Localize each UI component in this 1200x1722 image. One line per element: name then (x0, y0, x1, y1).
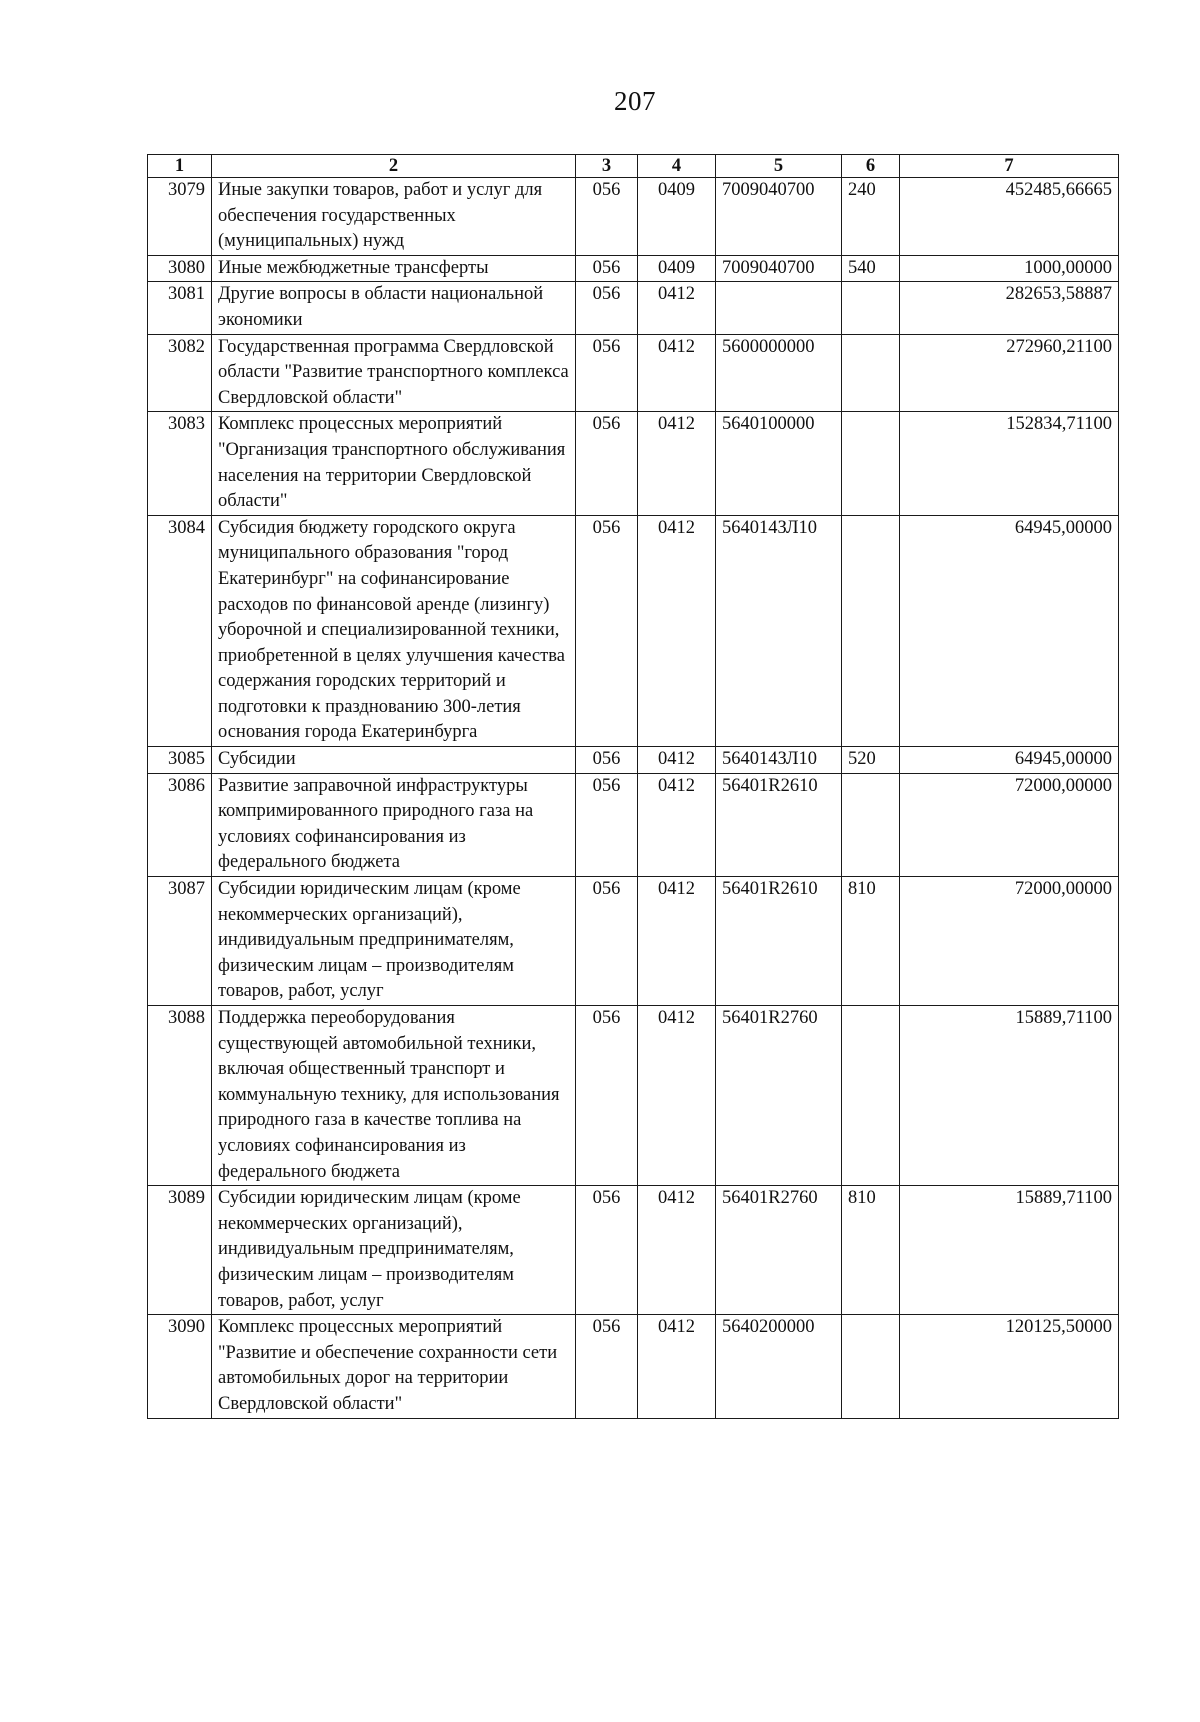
page-number: 207 (614, 86, 656, 116)
row-amount-cell: 64945,00000 (900, 515, 1119, 746)
row-expense-type-cell (842, 282, 900, 334)
column-header-7: 7 (900, 155, 1119, 178)
row-name-cell: Другие вопросы в области национальной экономики (212, 282, 576, 334)
row-target-code-cell: 5640100000 (716, 412, 842, 515)
row-section-code-cell: 0412 (638, 877, 716, 1006)
row-name-cell: Государственная программа Свердловской области "Развитие транспортного комплекса Свердловской области" (212, 334, 576, 412)
row-target-code-cell: 7009040700 (716, 178, 842, 256)
row-ministry-code-cell: 056 (576, 412, 638, 515)
row-ministry-code-cell: 056 (576, 178, 638, 256)
row-name-cell: Иные закупки товаров, работ и услуг для обеспечения государственных (муниципальных) нужд (212, 178, 576, 256)
column-header-2: 2 (212, 155, 576, 178)
row-section-code-cell: 0412 (638, 773, 716, 876)
row-section-code-cell: 0412 (638, 282, 716, 334)
row-amount-cell: 272960,21100 (900, 334, 1119, 412)
table-row (148, 255, 1119, 282)
row-ministry-code-cell: 056 (576, 747, 638, 774)
row-expense-type-cell (842, 1315, 900, 1418)
row-ministry-code-cell: 056 (576, 1006, 638, 1186)
table-body (148, 178, 1119, 1419)
row-target-code-cell: 7009040700 (716, 255, 842, 282)
table-row (148, 773, 1119, 876)
row-section-code-cell: 0412 (638, 1006, 716, 1186)
row-number-cell: 3079 (148, 178, 212, 256)
row-amount-cell: 452485,66665 (900, 178, 1119, 256)
row-ministry-code-cell: 056 (576, 877, 638, 1006)
row-expense-type-cell: 520 (842, 747, 900, 774)
row-ministry-code-cell: 056 (576, 334, 638, 412)
row-section-code-cell: 0412 (638, 334, 716, 412)
row-name-cell: Развитие заправочной инфраструктуры компримированного природного газа на условиях софинансирования из федерального бюджета (212, 773, 576, 876)
row-expense-type-cell: 240 (842, 178, 900, 256)
row-expense-type-cell (842, 1006, 900, 1186)
column-header-4: 4 (638, 155, 716, 178)
budget-table (147, 154, 1119, 1419)
row-amount-cell: 15889,71100 (900, 1006, 1119, 1186)
row-target-code-cell: 56401R2760 (716, 1006, 842, 1186)
row-target-code-cell: 564014ЗЛ10 (716, 747, 842, 774)
row-expense-type-cell (842, 515, 900, 746)
table-row (148, 877, 1119, 1006)
row-amount-cell: 15889,71100 (900, 1186, 1119, 1315)
row-ministry-code-cell: 056 (576, 1315, 638, 1418)
row-target-code-cell: 56401R2760 (716, 1186, 842, 1315)
row-expense-type-cell (842, 334, 900, 412)
row-target-code-cell: 5600000000 (716, 334, 842, 412)
table-row (148, 178, 1119, 256)
row-expense-type-cell: 810 (842, 1186, 900, 1315)
row-expense-type-cell (842, 773, 900, 876)
row-section-code-cell: 0412 (638, 1186, 716, 1315)
row-expense-type-cell: 810 (842, 877, 900, 1006)
row-number-cell: 3082 (148, 334, 212, 412)
row-number-cell: 3083 (148, 412, 212, 515)
column-header-6: 6 (842, 155, 900, 178)
row-target-code-cell: 56401R2610 (716, 773, 842, 876)
row-expense-type-cell: 540 (842, 255, 900, 282)
row-expense-type-cell (842, 412, 900, 515)
row-section-code-cell: 0412 (638, 747, 716, 774)
row-amount-cell: 1000,00000 (900, 255, 1119, 282)
row-amount-cell: 120125,50000 (900, 1315, 1119, 1418)
row-number-cell: 3087 (148, 877, 212, 1006)
row-number-cell: 3088 (148, 1006, 212, 1186)
table-header-row (148, 155, 1119, 178)
row-ministry-code-cell: 056 (576, 773, 638, 876)
row-amount-cell: 72000,00000 (900, 773, 1119, 876)
row-number-cell: 3086 (148, 773, 212, 876)
row-section-code-cell: 0412 (638, 515, 716, 746)
row-number-cell: 3089 (148, 1186, 212, 1315)
table-row (148, 1315, 1119, 1418)
row-number-cell: 3085 (148, 747, 212, 774)
row-amount-cell: 72000,00000 (900, 877, 1119, 1006)
row-name-cell: Комплекс процессных мероприятий "Развитие и обеспечение сохранности сети автомобильных дорог на территории Свердловской области" (212, 1315, 576, 1418)
row-ministry-code-cell: 056 (576, 1186, 638, 1315)
row-number-cell: 3084 (148, 515, 212, 746)
row-name-cell: Поддержка переоборудования существующей автомобильной техники, включая общественный транспорт и коммунальную технику, для использования природного газа в качестве топлива на условиях софинансирования из федерального бюджета (212, 1006, 576, 1186)
row-number-cell: 3080 (148, 255, 212, 282)
row-amount-cell: 282653,58887 (900, 282, 1119, 334)
table-row (148, 1186, 1119, 1315)
row-ministry-code-cell: 056 (576, 255, 638, 282)
row-amount-cell: 152834,71100 (900, 412, 1119, 515)
row-name-cell: Субсидия бюджету городского округа муниципального образования "город Екатеринбург" на софинансирование расходов по финансовой аренде (лизингу) уборочной и специализированной техники, приобретенной в целях улучшения качества содержания городских территорий и подготовки к празднованию 300-летия основания города Екатеринбурга (212, 515, 576, 746)
row-ministry-code-cell: 056 (576, 515, 638, 746)
row-target-code-cell (716, 282, 842, 334)
row-name-cell: Субсидии юридическим лицам (кроме некоммерческих организаций), индивидуальным предпринимателям, физическим лицам – производителям товаров, работ, услуг (212, 1186, 576, 1315)
row-number-cell: 3090 (148, 1315, 212, 1418)
row-ministry-code-cell: 056 (576, 282, 638, 334)
row-amount-cell: 64945,00000 (900, 747, 1119, 774)
row-name-cell: Комплекс процессных мероприятий "Организация транспортного обслуживания населения на территории Свердловской области" (212, 412, 576, 515)
row-section-code-cell: 0412 (638, 1315, 716, 1418)
column-header-5: 5 (716, 155, 842, 178)
table-row (148, 1006, 1119, 1186)
column-header-3: 3 (576, 155, 638, 178)
row-target-code-cell: 5640200000 (716, 1315, 842, 1418)
row-number-cell: 3081 (148, 282, 212, 334)
row-section-code-cell: 0412 (638, 412, 716, 515)
table-row (148, 747, 1119, 774)
row-target-code-cell: 564014ЗЛ10 (716, 515, 842, 746)
row-name-cell: Субсидии юридическим лицам (кроме некоммерческих организаций), индивидуальным предпринимателям, физическим лицам – производителям товаров, работ, услуг (212, 877, 576, 1006)
row-name-cell: Иные межбюджетные трансферты (212, 255, 576, 282)
table-row (148, 515, 1119, 746)
table-row (148, 282, 1119, 334)
column-header-1: 1 (148, 155, 212, 178)
table-row (148, 334, 1119, 412)
row-name-cell: Субсидии (212, 747, 576, 774)
table-row (148, 412, 1119, 515)
row-section-code-cell: 0409 (638, 255, 716, 282)
row-target-code-cell: 56401R2610 (716, 877, 842, 1006)
row-section-code-cell: 0409 (638, 178, 716, 256)
